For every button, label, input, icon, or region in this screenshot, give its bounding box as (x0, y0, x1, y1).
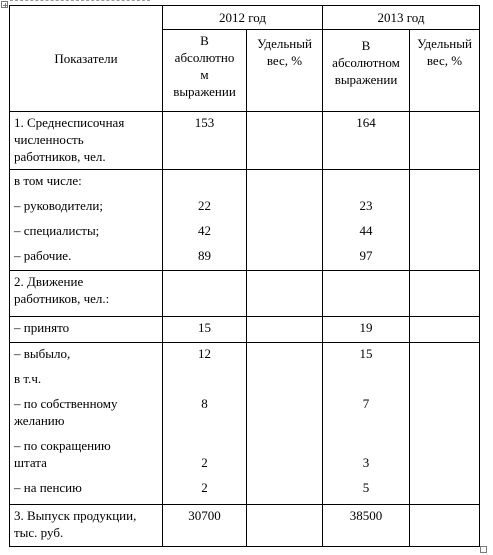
header-share-2013 (410, 30, 480, 112)
header-abs-2012-line: В (200, 33, 209, 48)
header-year-2012: 2012 год (163, 6, 323, 30)
value-2012: 153 (163, 112, 247, 170)
value-2013 (323, 170, 410, 271)
value-2012: 15 (163, 317, 247, 343)
table-row (10, 271, 480, 317)
row-label-line: тыс. руб. (14, 525, 64, 540)
share-2012 (247, 317, 323, 343)
share-2013 (410, 170, 480, 271)
value-2012: 30700 (163, 505, 247, 547)
row-label (10, 112, 163, 170)
table-move-handle-icon[interactable] (1, 1, 8, 8)
share-2013 (410, 271, 480, 317)
row-label-line: 1. Среднесписочная (14, 115, 125, 130)
value-2012-line: 89 (198, 248, 211, 263)
header-abs-2013-line: выражении (334, 72, 398, 87)
value-2013-line: 5 (362, 480, 370, 495)
header-abs-2012-line: выражении (173, 84, 236, 99)
page-top-edge (10, 0, 150, 2)
header-abs-2012 (163, 30, 247, 112)
value-2013: 38500 (323, 505, 410, 547)
row-label-line: работников, чел.: (14, 291, 110, 306)
header-row-years (10, 6, 480, 30)
value-2012 (163, 170, 247, 271)
row-label-line: – по собственному (14, 396, 118, 411)
header-share-2012-line: вес, % (266, 53, 303, 68)
value-2013-line: 97 (359, 248, 373, 263)
share-2012 (247, 271, 323, 317)
table-row (10, 317, 480, 343)
table-resize-handle-icon[interactable] (480, 546, 487, 553)
header-abs-2012-line: абсолютно (174, 50, 235, 65)
value-2012 (163, 343, 247, 505)
row-label-line: – специалисты; (14, 223, 100, 238)
row-label (10, 505, 163, 547)
value-2013-line: 7 (362, 396, 370, 411)
header-share-2013-line: вес, % (426, 53, 463, 68)
value-2013: 19 (323, 317, 410, 343)
header-share-2012 (247, 30, 323, 112)
row-label-line: численность (14, 132, 84, 147)
share-2012 (247, 170, 323, 271)
table-row (10, 112, 480, 170)
header-abs-2013 (323, 30, 410, 112)
row-label-line: 3. Выпуск продукции, (14, 508, 137, 523)
row-label-line: – выбыло, (14, 346, 71, 361)
personnel-table (9, 5, 480, 547)
row-label (10, 271, 163, 317)
share-2013 (410, 343, 480, 505)
row-label-line: 2. Движение (14, 274, 84, 289)
row-label-line: в том числе: (14, 173, 82, 188)
row-label-line: желанию (14, 413, 65, 428)
row-label: – принято (10, 317, 163, 343)
value-2013: 164 (323, 112, 410, 170)
value-2012-line: 8 (201, 396, 208, 411)
value-2013 (323, 343, 410, 505)
row-label-line: – на пенсию (14, 480, 82, 495)
header-abs-2013-line: В (361, 38, 371, 53)
row-label-line: – руководители; (14, 198, 103, 213)
share-2012 (247, 505, 323, 547)
table-row (10, 343, 480, 505)
value-2012-line: 2 (201, 455, 208, 470)
value-2012-line: 42 (198, 223, 211, 238)
row-label-line: – рабочие. (14, 248, 72, 263)
share-2013 (410, 317, 480, 343)
value-2013-line: 3 (362, 455, 370, 470)
row-label (10, 170, 163, 271)
share-2012 (247, 112, 323, 170)
share-2013 (410, 112, 480, 170)
table-row (10, 505, 480, 547)
value-2013-line: 44 (359, 223, 373, 238)
value-2012-line: 22 (198, 198, 211, 213)
value-2013 (323, 271, 410, 317)
value-2012-line: 2 (201, 480, 208, 495)
header-indicator: Показатели (10, 6, 163, 112)
header-share-2012-line: Удельный (257, 36, 312, 51)
share-2012 (247, 343, 323, 505)
header-share-2013-line: Удельный (417, 36, 472, 51)
row-label-line: – по сокращению (14, 438, 111, 453)
header-year-2013: 2013 год (323, 6, 480, 30)
value-2013-line: 15 (359, 346, 373, 361)
value-2012-line: 12 (198, 346, 211, 361)
row-label-line: штата (14, 455, 47, 470)
value-2012 (163, 271, 247, 317)
header-abs-2012-line: м (200, 67, 209, 82)
share-2013 (410, 505, 480, 547)
table-row (10, 170, 480, 271)
row-label-line: в т.ч. (14, 371, 42, 386)
row-label-line: работников, чел. (14, 149, 106, 164)
value-2013-line: 23 (359, 198, 373, 213)
header-abs-2013-line: абсолютном (332, 55, 400, 70)
row-label (10, 343, 163, 505)
